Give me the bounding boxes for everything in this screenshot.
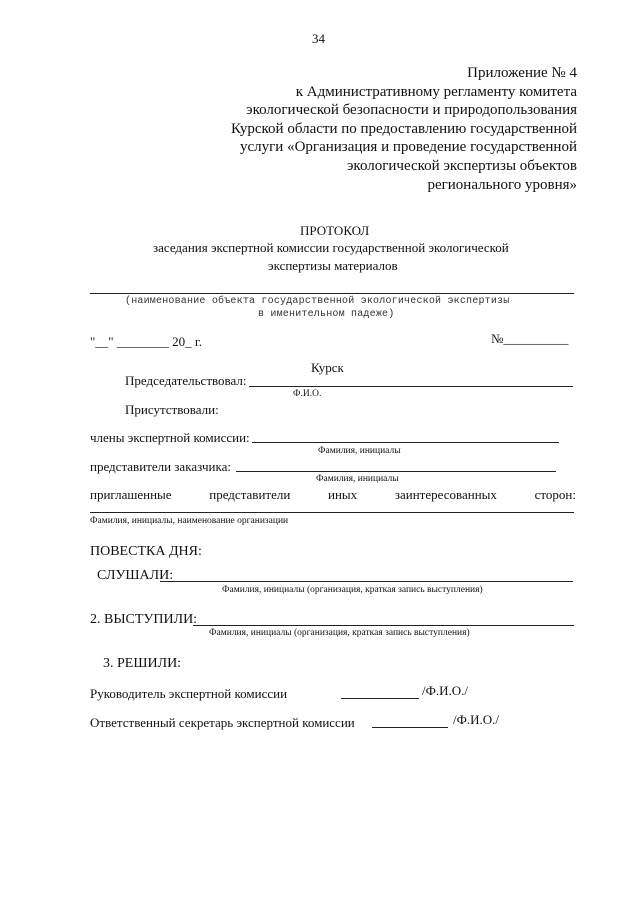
customer-reps-line (236, 471, 556, 472)
present-label: Присутствовали: (125, 402, 219, 417)
signature-line (341, 698, 419, 699)
object-name-hint: (наименование объекта государственной экологической экспертизы (125, 296, 510, 307)
spoke-label: 2. ВЫСТУПИЛИ: (90, 612, 198, 627)
members-hint: Фамилия, инициалы (318, 446, 401, 456)
object-name-line (90, 293, 574, 294)
heard-line (160, 581, 573, 582)
date-field: "__" ________ 20_ г. (90, 334, 202, 349)
members-line (252, 442, 559, 443)
invited-word: представители (209, 487, 291, 502)
invited-hint: Фамилия, инициалы, наименование организации (90, 516, 289, 526)
object-name-hint: в именительном падеже) (258, 309, 395, 320)
heard-label: СЛУШАЛИ: (97, 568, 174, 583)
chaired-line (249, 386, 573, 387)
invited-word: сторон: (534, 487, 576, 502)
signature-name: /Ф.И.О./ (422, 683, 469, 698)
appendix-line: к Административному регламенту комитета (295, 83, 577, 100)
customer-reps-hint: Фамилия, инициалы (316, 474, 399, 484)
signature-name: /Ф.И.О./ (453, 712, 500, 727)
invited-line (90, 512, 574, 513)
signature-line (372, 727, 448, 728)
appendix-line: Приложение № 4 (467, 65, 577, 81)
chaired-label: Председательствовал: (125, 373, 247, 388)
chaired-hint: Ф.И.О. (293, 389, 322, 399)
protocol-subtitle: заседания экспертной комиссии государственной экологической (153, 240, 509, 255)
page-number: 34 (312, 31, 325, 46)
members-label: члены экспертной комиссии: (90, 430, 250, 445)
appendix-line: регионального уровня» (427, 176, 577, 193)
protocol-subtitle: экспертизы материалов (268, 258, 398, 273)
appendix-line: экологической безопасности и природопользования (246, 102, 577, 119)
customer-reps-label: представители заказчика: (90, 459, 231, 474)
agenda-label: ПОВЕСТКА ДНЯ: (90, 544, 202, 559)
appendix-header (231, 64, 577, 194)
appendix-line: экологической экспертизы объектов (346, 157, 577, 174)
appendix-line: Курской области по предоставлению государственной (231, 120, 577, 137)
protocol-title: ПРОТОКОЛ (300, 223, 370, 238)
heard-hint: Фамилия, инициалы (организация, краткая запись выступления) (222, 585, 483, 595)
decided-label: 3. РЕШИЛИ: (103, 656, 182, 671)
spoke-hint: Фамилия, инициалы (организация, краткая запись выступления) (209, 628, 470, 638)
city: Курск (311, 360, 344, 375)
invited-word: иных (328, 487, 358, 502)
signature-role: Ответственный секретарь экспертной комиссии (90, 715, 355, 730)
invited-word: приглашенные (90, 487, 172, 502)
invited-word: заинтересованных (394, 487, 497, 502)
protocol-number-field: №__________ (491, 331, 569, 346)
signature-role: Руководитель экспертной комиссии (90, 686, 288, 701)
appendix-line: услуги «Организация и проведение государственной (240, 139, 577, 156)
invited-label (90, 487, 576, 503)
spoke-line (193, 625, 574, 626)
